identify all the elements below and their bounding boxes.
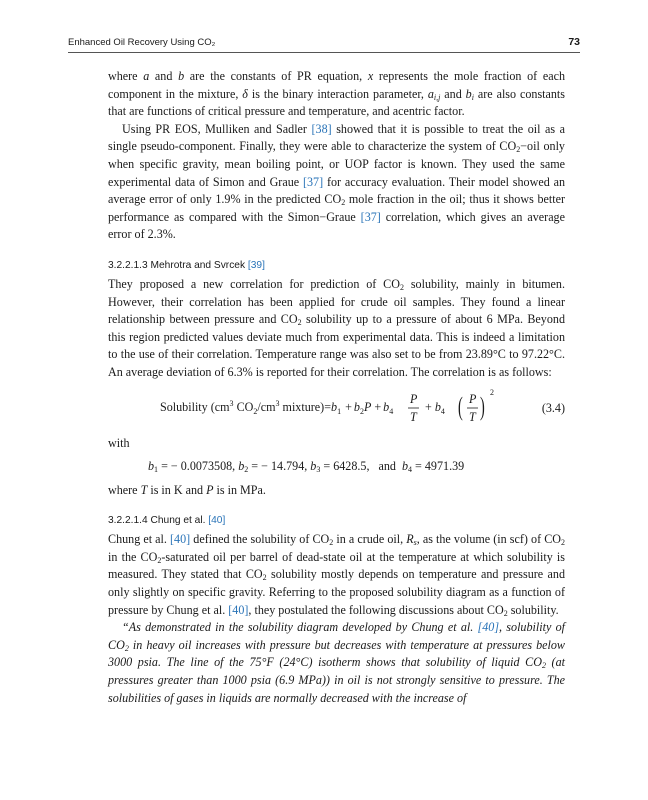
running-header bbox=[68, 36, 580, 53]
svg-text:): ) bbox=[480, 390, 485, 421]
solubility-equation bbox=[160, 389, 510, 429]
with-text: with bbox=[108, 435, 130, 450]
citation-link[interactable]: [40] bbox=[170, 532, 191, 547]
citation-link[interactable]: [39] bbox=[247, 259, 265, 271]
svg-text:T: T bbox=[410, 409, 417, 424]
paragraph-mulliken-sadler: Using PR EOS, Mulliken and Sadler [38] showed that it is possible to treat the oil as a single pseudo-component. Finally, they were able to characterize the system of $CO_2-oil$ only when specific gravity, mean boiling point, or UOP factor is known. They used the same experimental data of Simon and Graue [37] for accuracy evaluation. Their model showed an average error of only 1.9% in the predicted $CO_2$ mole fraction in the oil; thus it shows better performance as compared with the Simon−Graue [37] correlation, which gives an average error of 2.3%. bbox=[108, 121, 566, 242]
paragraph-chung: Chung et al. [40] defined the solubility of $CO_2$ in a crude oil, $R_s$, as the volume (in scf) of $CO_2$ in the $CO_2$-saturated oil per barrel of dead-state oil at the temperature at which solubility is measured. They stated that $CO_2$ solubility mostly depends on temperature and pressure and only slightly on specific gravity. Referring to the proposed solubility diagram as a function of pressure by Chung et al. [40], they postulated the following discussions about $CO_2$ solubility. bbox=[108, 532, 566, 618]
svg-text:2: 2 bbox=[490, 388, 494, 397]
citation-link[interactable]: [37] bbox=[302, 174, 324, 189]
page-number: 73 bbox=[568, 36, 580, 48]
section-heading-mehrotra-svrcek: 3.2.2.1.3 Mehrotra and Svrcek [39] bbox=[108, 259, 265, 271]
main-text bbox=[108, 68, 565, 707]
running-title: Enhanced Oil Recovery Using CO₂ bbox=[68, 37, 216, 48]
paragraph-pr-parameters: where a and b are the constants of PR equation, x represents the mole fraction of each component in the mixture, δ is the binary interaction parameter, $a_{i,j}$ and $b_i$ are also constants that are functions of critical pressure and temperature, and acentric factor. bbox=[108, 69, 566, 119]
svg-text:+b4: + $b_4$ bbox=[425, 399, 445, 416]
svg-text:T: T bbox=[469, 409, 476, 424]
citation-link[interactable]: [40] bbox=[228, 602, 249, 617]
paragraph-mehrotra-svrcek: They proposed a new correlation for prediction of $CO_2$ solubility, mainly in bitumen. However, their correlation has been applied for crude oil samples. They found a linear relationship between pressure and $CO_2$ solubility up to a pressure of about 6 MPa. Beyond this region predicted values deviate much from experimental data. This is indeed a limitation to the use of their correlation. Temperature range was also set to be from 23.89°C to 97.22°C. An average deviation of 6.3% is reported for their correlation. The correlation is as follows: bbox=[108, 276, 565, 379]
coefficient-values: $b_1$ = − 0.0073508, $b_2$ = − 14.794, $b_3 = 6428.5$, and $b_4 = 4971.39$ bbox=[148, 459, 465, 475]
citation-link[interactable]: [38] bbox=[311, 121, 332, 136]
citation-link[interactable]: [40] bbox=[477, 620, 500, 635]
svg-text:P: P bbox=[469, 391, 477, 406]
citation-link[interactable]: [40] bbox=[208, 515, 226, 527]
svg-text:Solubility (cm3 CO2/cm3 mixtur: Solubility ($cm^3$ $CO_2/cm^3$ $mixture)=b_1 + b_2P + b_4$ bbox=[160, 398, 394, 416]
svg-text:P: P bbox=[410, 391, 418, 406]
units-note: where T is in K and P is in MPa. bbox=[108, 482, 266, 497]
citation-link[interactable]: [37] bbox=[360, 209, 381, 224]
equation-number: (3.4) bbox=[541, 400, 565, 415]
svg-text:(: ( bbox=[458, 390, 463, 421]
equation-3-4 bbox=[108, 389, 565, 429]
quotation-chung: “As demonstrated in the solubility diagram developed by Chung et al. [40], solubility of $CO_2$ in heavy oil increases with pressure but decreases with temperature at pressures below 3000 psia. The line of the 75°F (24°C) isotherm shows that solubility of liquid $CO_2$ (at pressures greater than 1000 psia (6.9 MPa)) in oil is not strongly sensitive to pressure. The solubilities of gases in liquids are normally decreased with the increase of bbox=[108, 620, 565, 705]
section-heading-chung: 3.2.2.1.4 Chung et al. [40] bbox=[108, 515, 226, 527]
